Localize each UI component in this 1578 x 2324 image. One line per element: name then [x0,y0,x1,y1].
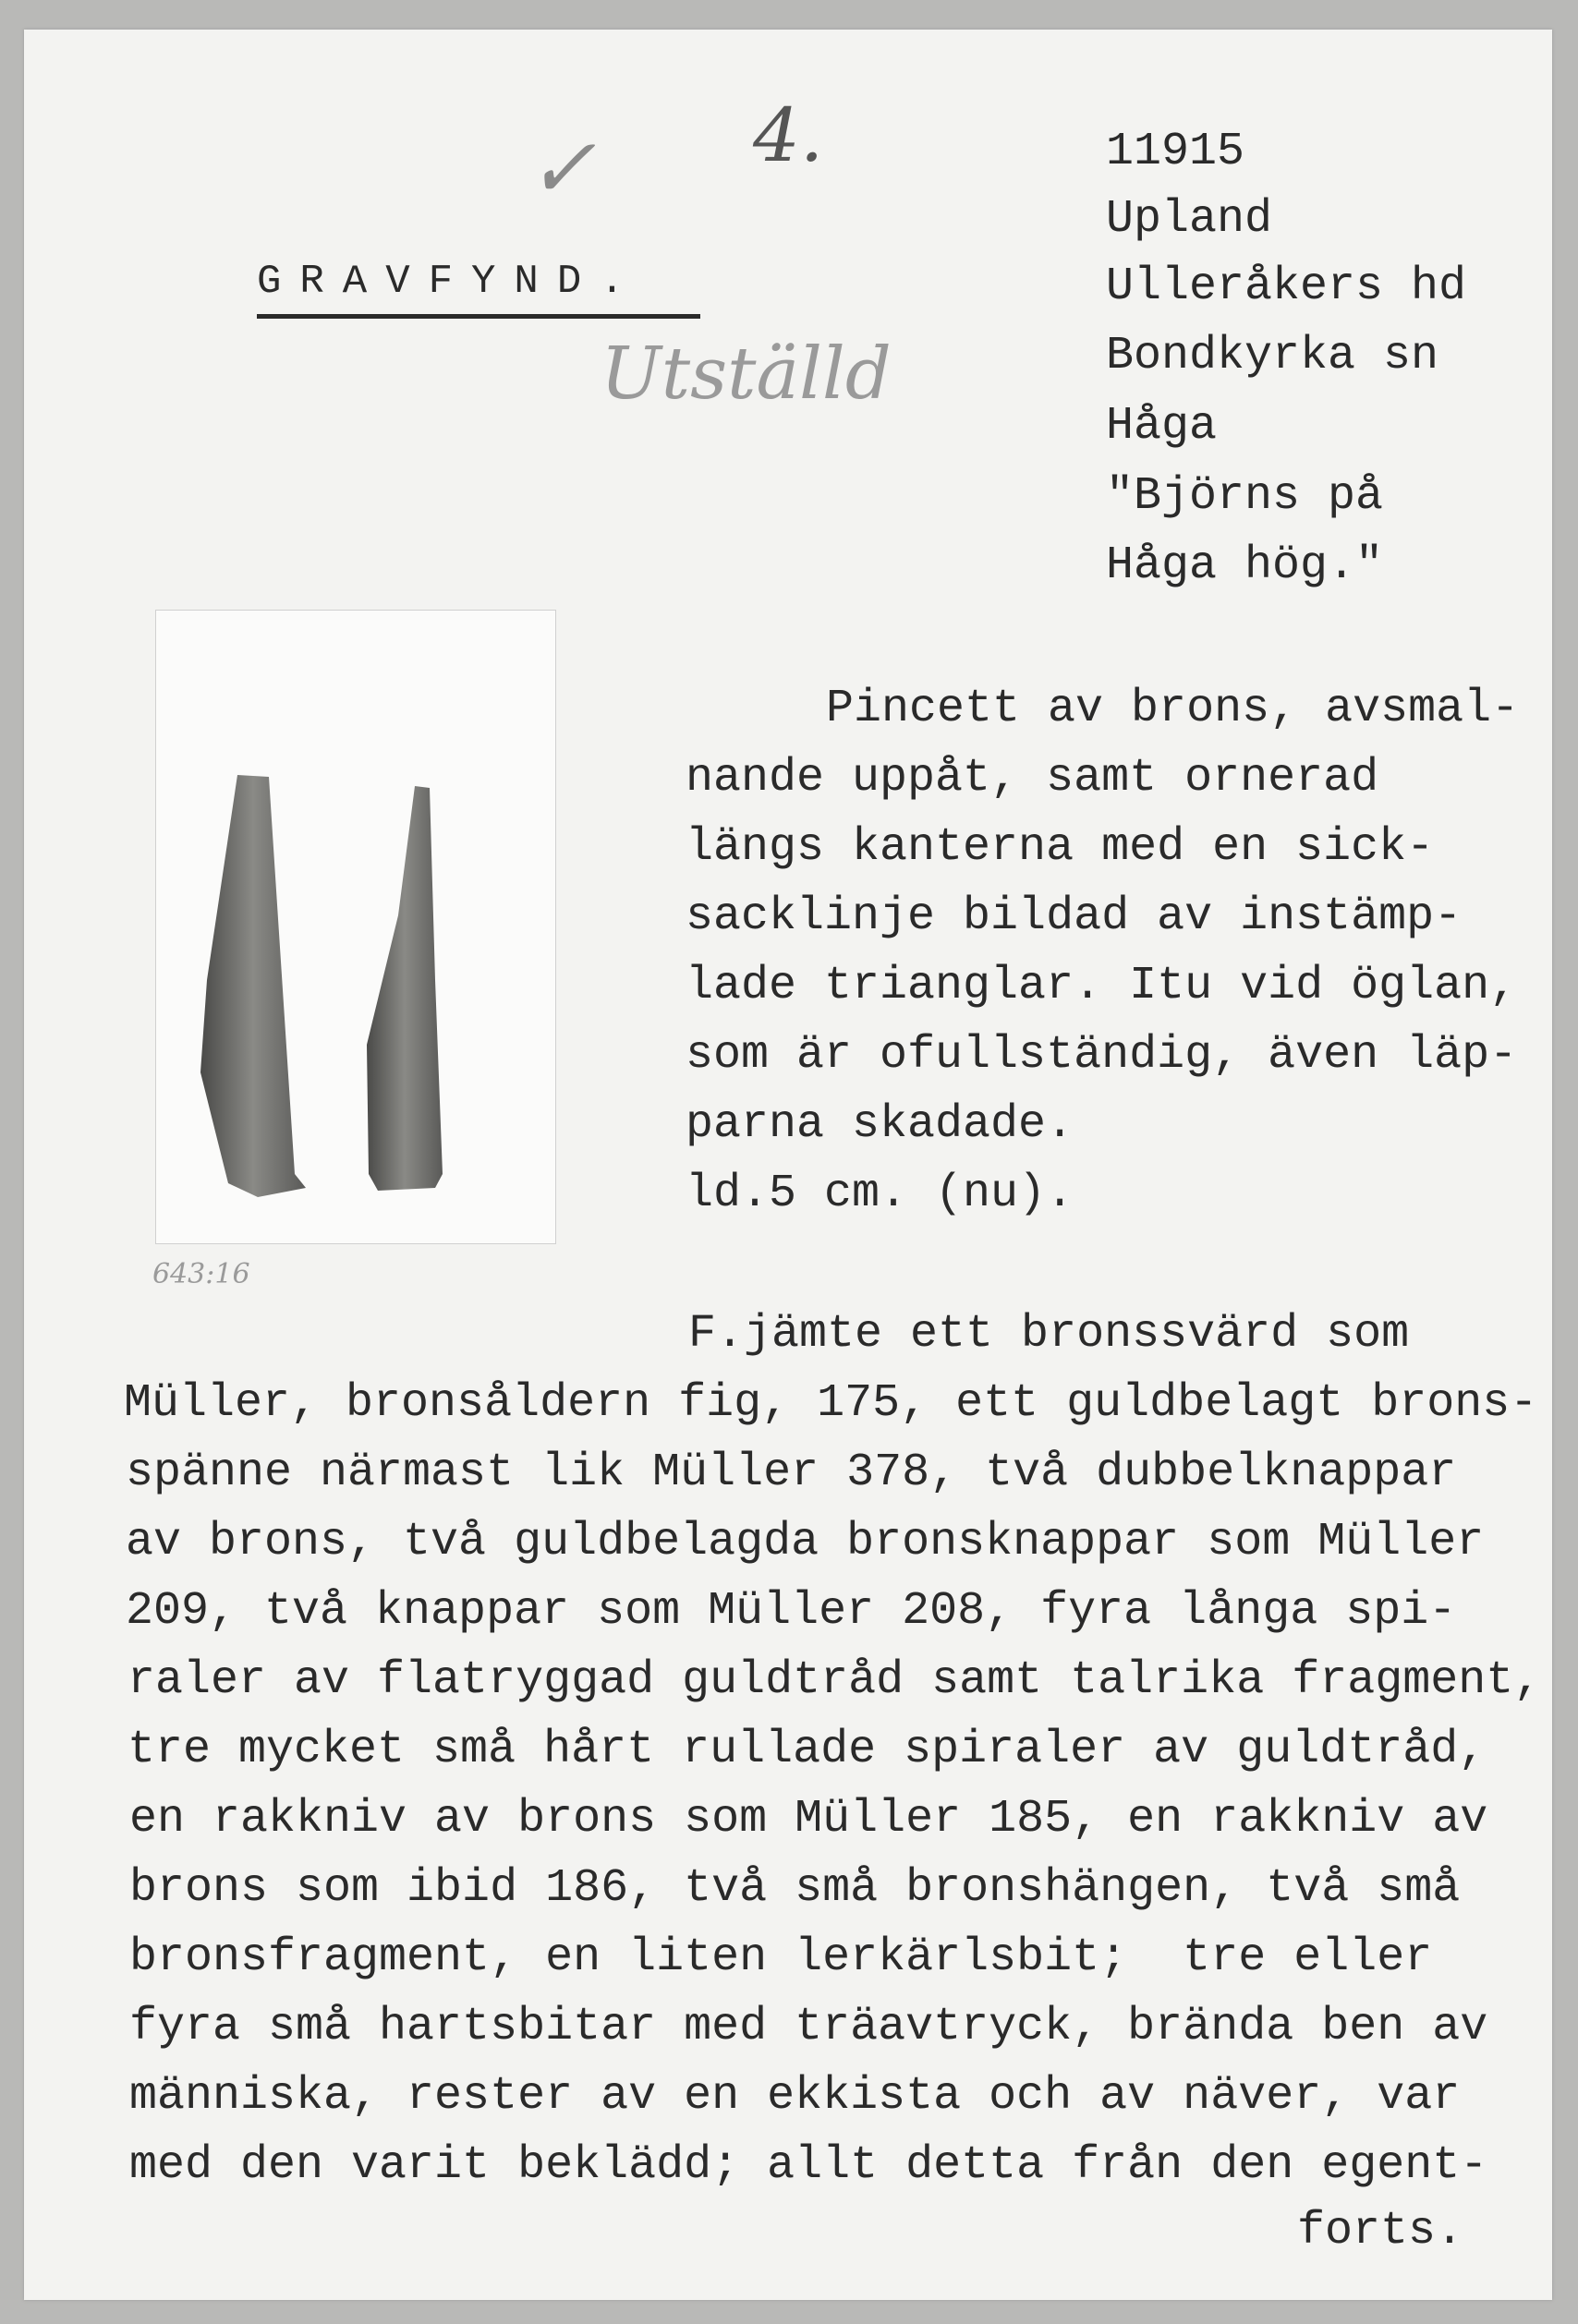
description-line: ld.5 cm. (nu). [686,1168,1074,1220]
description-line: lade trianglar. Itu vid öglan, [686,960,1518,1012]
context-line: 209, två knappar som Müller 208, fyra långa spi- [126,1585,1457,1638]
location-line: "Björns på [1106,470,1384,523]
location-line: Ulleråkers hd [1106,260,1467,313]
tweezer-half-right [367,786,443,1191]
description-line: Pincett av brons, avsmal- [826,683,1520,735]
context-line: med den varit beklädd; allt detta från den egent- [129,2139,1488,2192]
context-line: bronsfragment, en liten lerkärlsbit; tre eller [129,1931,1433,1984]
handwritten-checkmark: ✓ [527,120,597,217]
description-line: nande uppåt, samt ornerad [686,752,1379,805]
page-title: GRAVFYND. [257,259,643,305]
context-line: brons som ibid 186, två små bronshängen, två små [129,1862,1461,1915]
location-line: Upland [1106,193,1273,246]
context-line: spänne närmast lik Müller 378, två dubbelknappar [126,1446,1457,1499]
location-line: 11915 [1106,126,1245,178]
artifact-photo [155,610,556,1244]
context-line: raler av flatryggad guldtråd samt talrika fragment, [127,1654,1542,1707]
description-line: parna skadade. [686,1098,1074,1151]
handwritten-number: 4. [753,92,824,178]
context-line: Müller, bronsåldern fig, 175, ett guldbelagt brons- [124,1377,1538,1430]
location-line: Håga hög." [1106,539,1384,592]
title-underline [257,314,700,319]
context-line: av brons, två guldbelagda bronsknappar som Müller [126,1516,1485,1568]
context-line: människa, rester av en ekkista och av näver, var [129,2070,1461,2123]
tweezers-image [156,611,555,1243]
context-line: fyra små hartsbitar med träavtryck, brända ben av [129,2001,1488,2053]
catalog-pencil-number: 643:16 [152,1258,250,1290]
handwritten-note: Utställd [601,333,892,416]
context-line: F.jämte ett bronssvärd som [688,1308,1410,1361]
location-line: Håga [1106,400,1218,453]
continued-label: forts. [1297,2205,1464,2257]
location-line: Bondkyrka sn [1106,330,1439,382]
tweezer-half-left [200,775,306,1197]
description-line: längs kanterna med en sick- [686,821,1435,874]
description-line: sacklinje bildad av instämp- [686,890,1463,943]
description-line: som är ofullständig, även läp- [686,1029,1518,1082]
context-line: tre mycket små hårt rullade spiraler av guldtråd, [127,1724,1487,1776]
context-line: en rakkniv av brons som Müller 185, en rakkniv av [129,1793,1488,1846]
